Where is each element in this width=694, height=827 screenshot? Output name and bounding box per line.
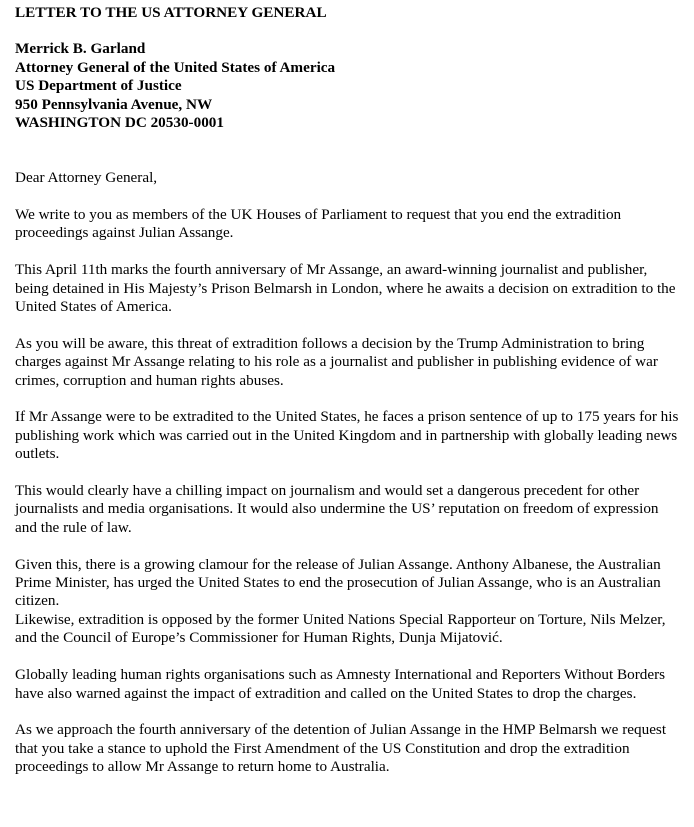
recipient-title: Attorney General of the United States of America xyxy=(15,58,336,76)
recipient-city: WASHINGTON DC 20530-0001 xyxy=(15,114,224,132)
recipient-address xyxy=(15,40,684,132)
recipient-department: US Department of Justice xyxy=(15,77,182,95)
paragraph-sentence: If Mr Assange were to be extradited to the United States, he faces a prison sentence of up to 175 years for his publishing work which was carried out in the United Kingdom and in partnership with globally leading news outlets. xyxy=(15,408,679,463)
paragraph-charges: As you will be aware, this threat of extradition follows a decision by the Trump Administration to bring charges against Mr Assange relating to his role as a journalist and publisher in publishing evidence of war crimes, corruption and human rights abuses. xyxy=(15,334,658,389)
recipient-name: Merrick B. Garland xyxy=(15,40,146,58)
recipient-street: 950 Pennsylvania Avenue, NW xyxy=(15,95,213,113)
salutation: Dear Attorney General, xyxy=(15,169,158,187)
paragraph-request: We write to you as members of the UK Houses of Parliament to request that you end the extradition proceedings against Julian Assange. xyxy=(15,206,622,242)
paragraph-clamour: Given this, there is a growing clamour for the release of Julian Assange. Anthony Albanese, the Australian Prime Minister, has urged the United States to end the prosecution of Julian Assange, who is an Australian citizen. xyxy=(15,555,661,610)
paragraph-closing-request: As we approach the fourth anniversary of the detention of Julian Assange in the HMP Belmarsh we request that you take a stance to uphold the First Amendment of the US Constitution and drop the extradition proceedings to allow Mr Assange to return home to Australia. xyxy=(15,721,667,776)
paragraph-organisations: Globally leading human rights organisations such as Amnesty International and Reporters Without Borders have also warned against the impact of extradition and called on the United States to drop the charges. xyxy=(15,666,666,702)
letter-heading: LETTER TO THE US ATTORNEY GENERAL xyxy=(15,4,327,21)
paragraph-opposition: Likewise, extradition is opposed by the former United Nations Special Rapporteur on Torture, Nils Melzer, and the Council of Europe’s Commissioner for Human Rights, Dunja Mijatović. xyxy=(15,610,666,647)
paragraph-impact: This would clearly have a chilling impact on journalism and would set a dangerous precedent for other journalists and media organisations. It would also undermine the US’ reputation on freedom of expression and the rule of law. xyxy=(15,482,659,536)
paragraph-anniversary: This April 11th marks the fourth anniversary of Mr Assange, an award-winning journalist and publisher, being detained in His Majesty’s Prison Belmarsh in London, where he awaits a decision on extradition to the United States of America. xyxy=(15,261,676,316)
